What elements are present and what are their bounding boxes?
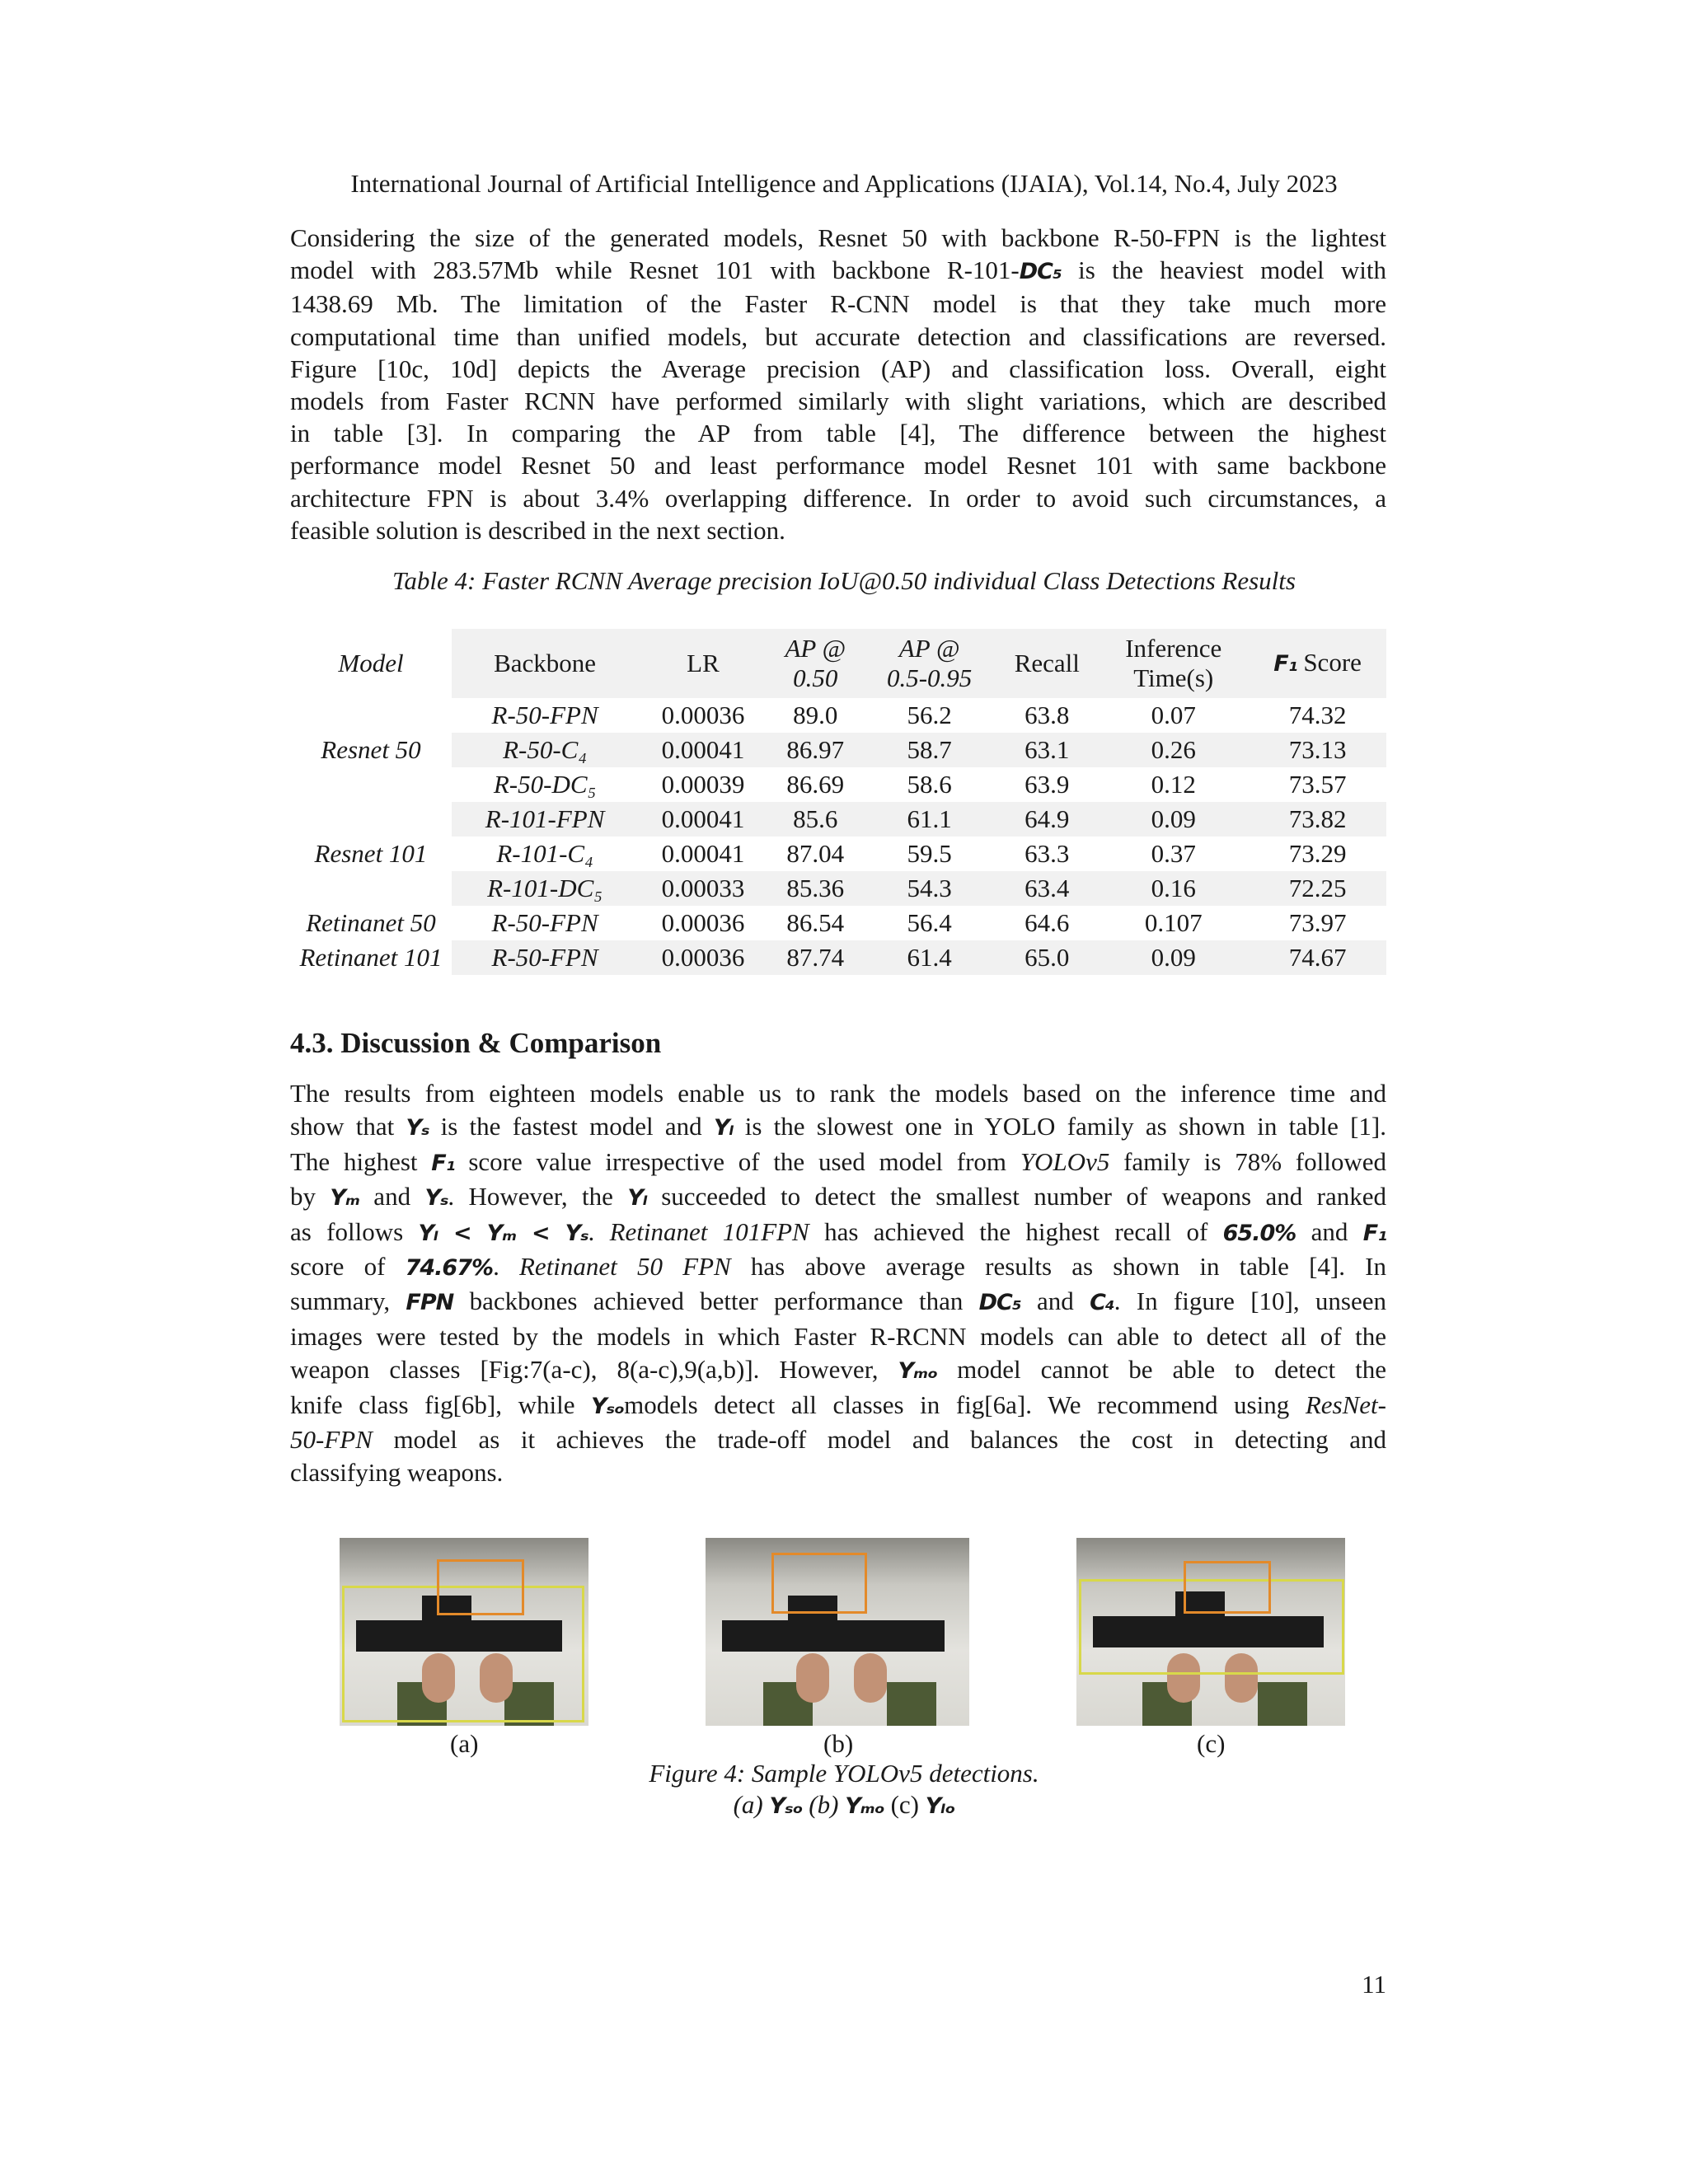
table-row <box>290 871 1386 906</box>
subfigure-label-a: (a) <box>450 1729 479 1758</box>
cell-ap50: 85.6 <box>768 802 863 837</box>
paragraph-discussion <box>290 1077 1386 1490</box>
header-ap595: AP @ 0.5-0.95 <box>863 629 996 698</box>
text-line: model with 283.57Mb while Resnet 101 with backbone R-101-DC₅ is the heaviest model with <box>290 255 1387 285</box>
cell-lr: 0.00041 <box>638 802 768 837</box>
cell-time: 0.12 <box>1098 767 1249 802</box>
cell-time: 0.26 <box>1098 733 1249 767</box>
text-line: Considering the size of the generated models, Resnet 50 with backbone R-50-FPN is the lightest <box>290 223 1386 252</box>
cell-ap595: 61.4 <box>863 940 996 975</box>
journal-header: International Journal of Artificial Intelligence and Applications (IJAIA), Vol.14, No.4, July 2023 <box>350 169 1338 198</box>
model-group-retinanet101: Retinanet 101 <box>290 940 452 975</box>
cell-backbone: R-50-FPN <box>452 698 638 733</box>
text-line: 50-FPN model as it achieves the trade-off model and balances the cost in detecting and <box>290 1425 1386 1455</box>
text-line: The highest F₁ score value irrespective of the used model from YOLOv5 family is 78% followed <box>290 1146 1386 1176</box>
table-row <box>290 698 1386 733</box>
figure-image-c <box>1076 1538 1345 1726</box>
section-heading: 4.3. Discussion & Comparison <box>290 1027 662 1059</box>
table-row <box>290 906 1386 940</box>
subfigure-label-c: (c) <box>1197 1729 1226 1758</box>
text-line: computational time than unified models, but accurate detection and classifications are reversed. <box>290 321 1386 351</box>
text-line: in table [3]. In comparing the AP from table [4], The difference between the highest <box>290 419 1386 448</box>
cell-recall: 63.3 <box>996 837 1098 871</box>
cell-lr: 0.00036 <box>638 906 768 940</box>
header-ap50: AP @ 0.50 <box>768 629 863 698</box>
cell-recall: 63.1 <box>996 733 1098 767</box>
cell-recall: 64.9 <box>996 802 1098 837</box>
cell-f1: 73.97 <box>1249 906 1386 940</box>
cell-ap50: 85.36 <box>768 871 863 906</box>
cell-ap50: 86.54 <box>768 906 863 940</box>
cell-lr: 0.00041 <box>638 837 768 871</box>
text-line: classifying weapons. <box>290 1458 504 1488</box>
header-inference-time: Inference Time(s) <box>1098 629 1249 698</box>
model-group-resnet50: Resnet 50 <box>290 698 452 802</box>
cell-recall: 63.9 <box>996 767 1098 802</box>
text-line: The results from eighteen models enable us to rank the models based on the inference time and <box>290 1079 1386 1108</box>
cell-time: 0.107 <box>1098 906 1249 940</box>
cell-time: 0.37 <box>1098 837 1249 871</box>
cell-backbone: R-101-DC₅ <box>452 871 638 906</box>
cell-ap595: 61.1 <box>863 802 996 837</box>
figure-caption-sub: (a) Yₛₒ (b) Yₘₒ (c) Yₗₒ <box>733 1790 955 1819</box>
cell-backbone: R-50-FPN <box>452 940 638 975</box>
text-line: weapon classes [Fig:7(a-c), 8(a-c),9(a,b)]. However, Yₘₒ model cannot be able to detect the <box>290 1355 1387 1385</box>
cell-f1: 74.67 <box>1249 940 1386 975</box>
cell-f1: 73.29 <box>1249 837 1386 871</box>
cell-ap50: 86.97 <box>768 733 863 767</box>
text-line: summary, FPN backbones achieved better performance than DC₅ and C₄. In figure [10], unseen <box>290 1286 1387 1316</box>
math-symbol: DC₅ <box>1019 259 1062 285</box>
cell-f1: 74.32 <box>1249 698 1386 733</box>
text-line: architecture FPN is about 3.4% overlapping difference. In order to avoid such circumstances, a <box>290 483 1386 513</box>
table-row <box>290 940 1386 975</box>
text-line: feasible solution is described in the next section. <box>290 515 785 545</box>
text-line: models from Faster RCNN have performed similarly with slight variations, which are described <box>290 387 1386 416</box>
subfigure-label-b: (b) <box>823 1729 854 1758</box>
text-line: as follows Yₗ < Yₘ < Yₛ. Retinanet 101FPN has achieved the highest recall of 65.0% and F₁ <box>290 1216 1387 1246</box>
model-group-retinanet50: Retinanet 50 <box>290 906 452 940</box>
cell-backbone: R-50-C₄ <box>452 733 638 767</box>
text-line: images were tested by the models in which Faster R-RCNN models can able to detect all of the <box>290 1321 1386 1351</box>
text-line: score of 74.67%. Retinanet 50 FPN has above average results as shown in table [4]. In <box>290 1252 1386 1282</box>
cell-lr: 0.00033 <box>638 871 768 906</box>
cell-ap595: 59.5 <box>863 837 996 871</box>
figure-image-b <box>706 1538 969 1726</box>
table-row <box>290 733 1386 767</box>
header-model: Model <box>290 629 452 698</box>
table-header-row <box>290 629 1386 698</box>
cell-ap595: 58.6 <box>863 767 996 802</box>
cell-recall: 65.0 <box>996 940 1098 975</box>
text-line: Figure [10c, 10d] depicts the Average precision (AP) and classification loss. Overall, eight <box>290 354 1386 383</box>
cell-time: 0.09 <box>1098 940 1249 975</box>
cell-backbone: R-50-DC₅ <box>452 767 638 802</box>
text-line: 1438.69 Mb. The limitation of the Faster R-CNN model is that they take much more <box>290 289 1386 319</box>
cell-backbone: R-101-C₄ <box>452 837 638 871</box>
cell-lr: 0.00041 <box>638 733 768 767</box>
header-lr: LR <box>638 629 768 698</box>
cell-recall: 64.6 <box>996 906 1098 940</box>
page-number: 11 <box>1362 1970 1386 1999</box>
cell-backbone: R-50-FPN <box>452 906 638 940</box>
header-backbone: Backbone <box>452 629 638 698</box>
cell-ap595: 58.7 <box>863 733 996 767</box>
cell-lr: 0.00036 <box>638 698 768 733</box>
table-caption: Table 4: Faster RCNN Average precision IoU@0.50 individual Class Detections Results <box>392 566 1296 595</box>
figure-caption: Figure 4: Sample YOLOv5 detections. <box>649 1759 1039 1788</box>
cell-lr: 0.00036 <box>638 940 768 975</box>
table-row <box>290 802 1386 837</box>
cell-time: 0.07 <box>1098 698 1249 733</box>
text-line: performance model Resnet 50 and least performance model Resnet 101 with same backbone <box>290 451 1386 480</box>
cell-ap595: 56.2 <box>863 698 996 733</box>
cell-ap50: 87.74 <box>768 940 863 975</box>
cell-f1: 73.82 <box>1249 802 1386 837</box>
table-row <box>290 767 1386 802</box>
cell-ap50: 86.69 <box>768 767 863 802</box>
cell-recall: 63.4 <box>996 871 1098 906</box>
cell-time: 0.16 <box>1098 871 1249 906</box>
text-line: knife class fig[6b], while Yₛₒmodels detect all classes in fig[6a]. We recommend using ResNet- <box>290 1390 1386 1419</box>
figure-image-a <box>340 1538 588 1726</box>
cell-f1: 73.13 <box>1249 733 1386 767</box>
text-line: by Yₘ and Yₛ. However, the Yₗ succeeded to detect the smallest number of weapons and ranked <box>290 1182 1386 1212</box>
text-line: show that Yₛ is the fastest model and Yₗ is the slowest one in YOLO family as shown in table [1]. <box>290 1112 1386 1141</box>
cell-ap595: 54.3 <box>863 871 996 906</box>
cell-f1: 72.25 <box>1249 871 1386 906</box>
results-table <box>290 629 1386 975</box>
header-f1-score: F₁ Score <box>1249 629 1386 698</box>
cell-ap50: 89.0 <box>768 698 863 733</box>
model-group-resnet101: Resnet 101 <box>290 802 452 906</box>
header-recall: Recall <box>996 629 1098 698</box>
cell-recall: 63.8 <box>996 698 1098 733</box>
cell-lr: 0.00039 <box>638 767 768 802</box>
paragraph-model-size <box>290 222 1386 546</box>
cell-backbone: R-101-FPN <box>452 802 638 837</box>
cell-ap595: 56.4 <box>863 906 996 940</box>
cell-time: 0.09 <box>1098 802 1249 837</box>
cell-ap50: 87.04 <box>768 837 863 871</box>
table-row <box>290 837 1386 871</box>
cell-f1: 73.57 <box>1249 767 1386 802</box>
